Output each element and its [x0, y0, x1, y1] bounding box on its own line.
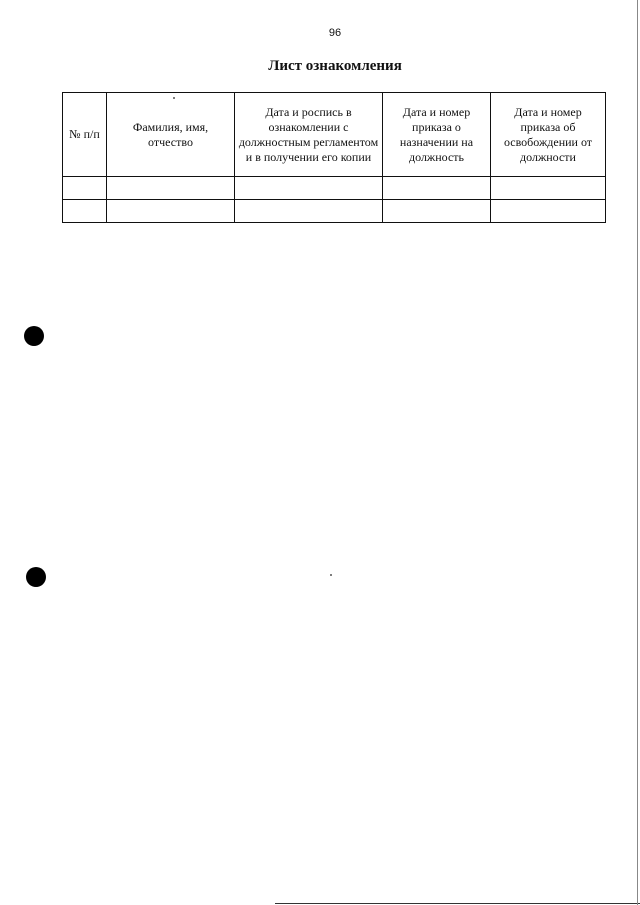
table-cell	[235, 177, 383, 200]
table-cell	[63, 200, 107, 223]
table-cell	[491, 200, 606, 223]
acknowledgement-table	[62, 92, 606, 223]
table-cell	[235, 200, 383, 223]
table-header-row	[63, 93, 606, 177]
column-header-appointment-order: Дата и номер приказа о назначении на должность	[383, 93, 491, 177]
table-cell	[63, 177, 107, 200]
table-cell	[491, 177, 606, 200]
column-header-full-name: Фамилия, имя, отчество	[107, 93, 235, 177]
table-cell	[107, 177, 235, 200]
table-cell	[383, 200, 491, 223]
column-header-signature-date: Дата и роспись в ознакомлении с должностным регламентом и в получении его копии	[235, 93, 383, 177]
scan-edge-right	[637, 0, 638, 905]
column-header-number: № п/п	[63, 93, 107, 177]
scan-edge-bottom	[275, 903, 640, 904]
document-title: Лист ознакомления	[268, 58, 402, 74]
column-header-dismissal-order: Дата и номер приказа об освобождении от должности	[491, 93, 606, 177]
punch-hole-upper	[24, 326, 44, 346]
table-row	[63, 177, 606, 200]
page-number: 96	[328, 27, 342, 39]
table-cell	[107, 200, 235, 223]
table-row	[63, 200, 606, 223]
scan-speck	[330, 574, 332, 576]
table-cell	[383, 177, 491, 200]
punch-hole-lower	[26, 567, 46, 587]
scan-speck	[173, 97, 175, 99]
